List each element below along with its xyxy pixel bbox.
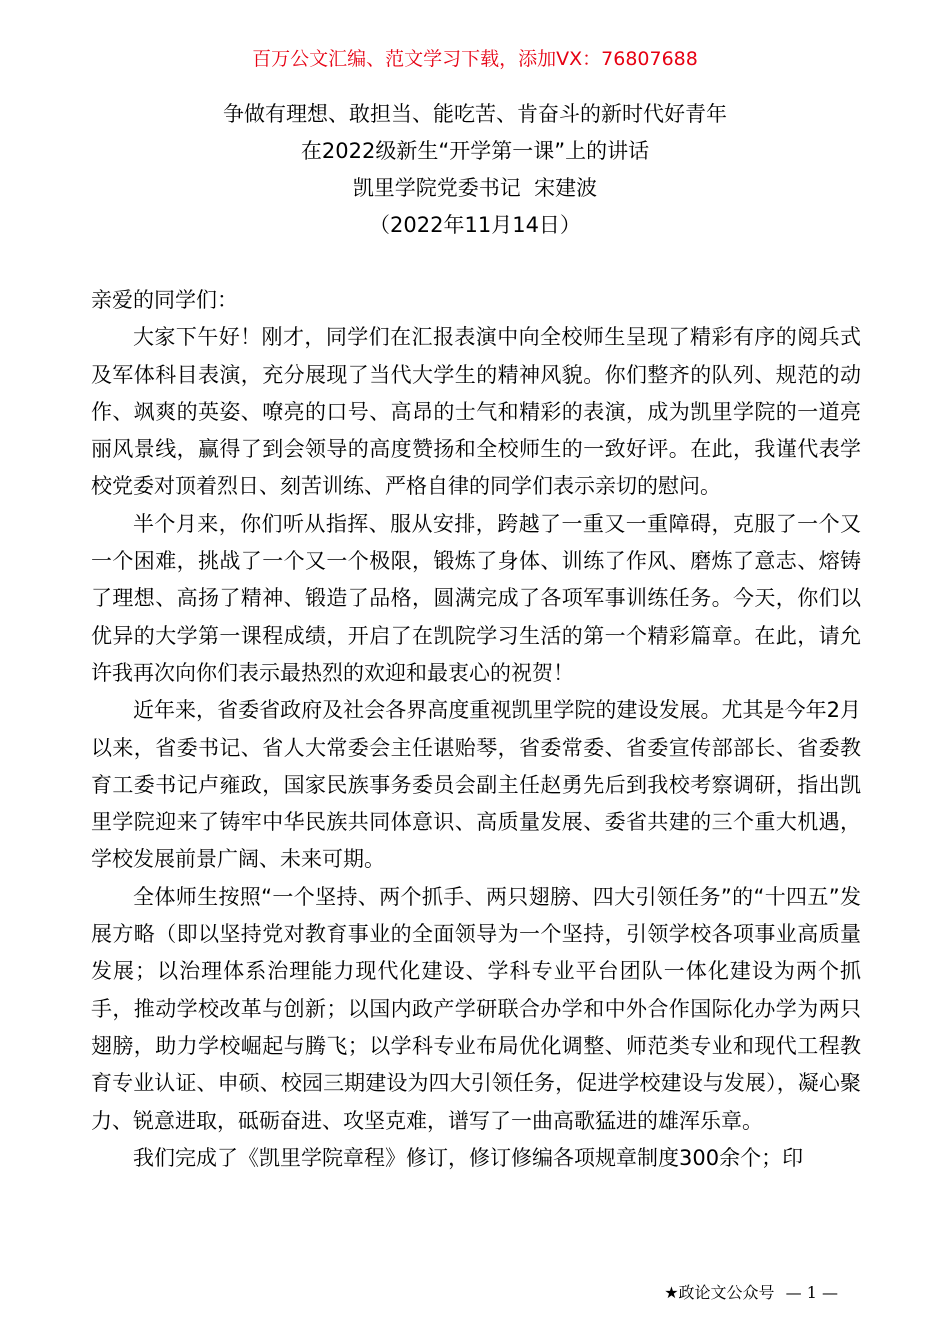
paragraph: 我们完成了《凯里学院章程》修订，修订修编各项规章制度300余个；印 [133,1145,804,1170]
speech-title-block [0,96,950,244]
paragraph: 近年来，省委省政府及社会各界高度重视凯里学院的建设发展。尤其是今年2月以来，省委书记、省人大常委会主任谌贻琴，省委常委、省委宣传部部长、省委教育工委书记卢雍政，国家民族事务委员会副主任赵勇先后到我校考察调研，指出凯里学院迎来了铸牢中华民族共同体意识、高质量发展、委省共建的三个重大机遇，学校发展前景广阔、未来可期。 [91,698,861,872]
paragraph: 半个月来，你们听从指挥、服从安排，跨越了一重又一重障碍，克服了一个又一个困难，挑战了一个又一个极限，锻炼了身体、训练了作风、磨炼了意志、熔铸了理想、高扬了精神、锻造了品格，圆满完成了各项军事训练任务。今天，你们以优异的大学第一课程成绩，开启了在凯院学习生活的第一个精彩篇章。在此，请允许我再次向你们表示最热烈的欢迎和最衷心的祝贺！ [91,511,861,685]
speech-body [91,282,861,1177]
speaker-line: 凯里学院党委书记 宋建波 [352,176,598,200]
speech-title: 争做有理想、敢担当、能吃苦、肯奋斗的新时代好青年 [223,102,727,126]
page-number: — 1 — [785,1283,838,1302]
paragraph: 大家下午好！刚才，同学们在汇报表演中向全校师生呈现了精彩有序的阅兵式及军体科目表演，充分展现了当代大学生的精神风貌。你们整齐的队列、规范的动作、飒爽的英姿、嘹亮的口号、高昂的士气和精彩的表演，成为凯里学院的一道亮丽风景线，赢得了到会领导的高度赞扬和全校师生的一致好评。在此，我谨代表学校党委对顶着烈日、刻苦训练、严格自律的同学们表示亲切的慰问。 [91,325,861,499]
page-footer [664,1282,838,1304]
speech-subtitle: 在2022级新生“开学第一课”上的讲话 [300,139,650,163]
salutation: 亲爱的同学们： [91,288,238,312]
footer-label: ★政论文公众号 [664,1283,775,1302]
paragraph: 全体师生按照“一个坚持、两个抓手、两只翅膀、四大引领任务”的“十四五”发展方略（即以坚持党对教育事业的全面领导为一个坚持，引领学校各项事业高质量发展；以治理体系治理能力现代化建设、学科专业平台团队一体化建设为两个抓手，推动学校改革与创新；以国内政产学研联合办学和中外合作国际化办学为两只翅膀，助力学校崛起与腾飞；以学科专业布局优化调整、师范类专业和现代工程教育专业认证、申硕、校园三期建设为四大引领任务，促进学校建设与发展），凝心聚力、锐意进取，砥砺奋进、攻坚克难，谱写了一曲高歌猛进的雄浑乐章。 [91,884,861,1133]
promo-banner: 百万公文汇编、范文学习下载，添加VX：76807688 [252,48,698,70]
speech-date: （2022年11月14日） [369,213,581,237]
